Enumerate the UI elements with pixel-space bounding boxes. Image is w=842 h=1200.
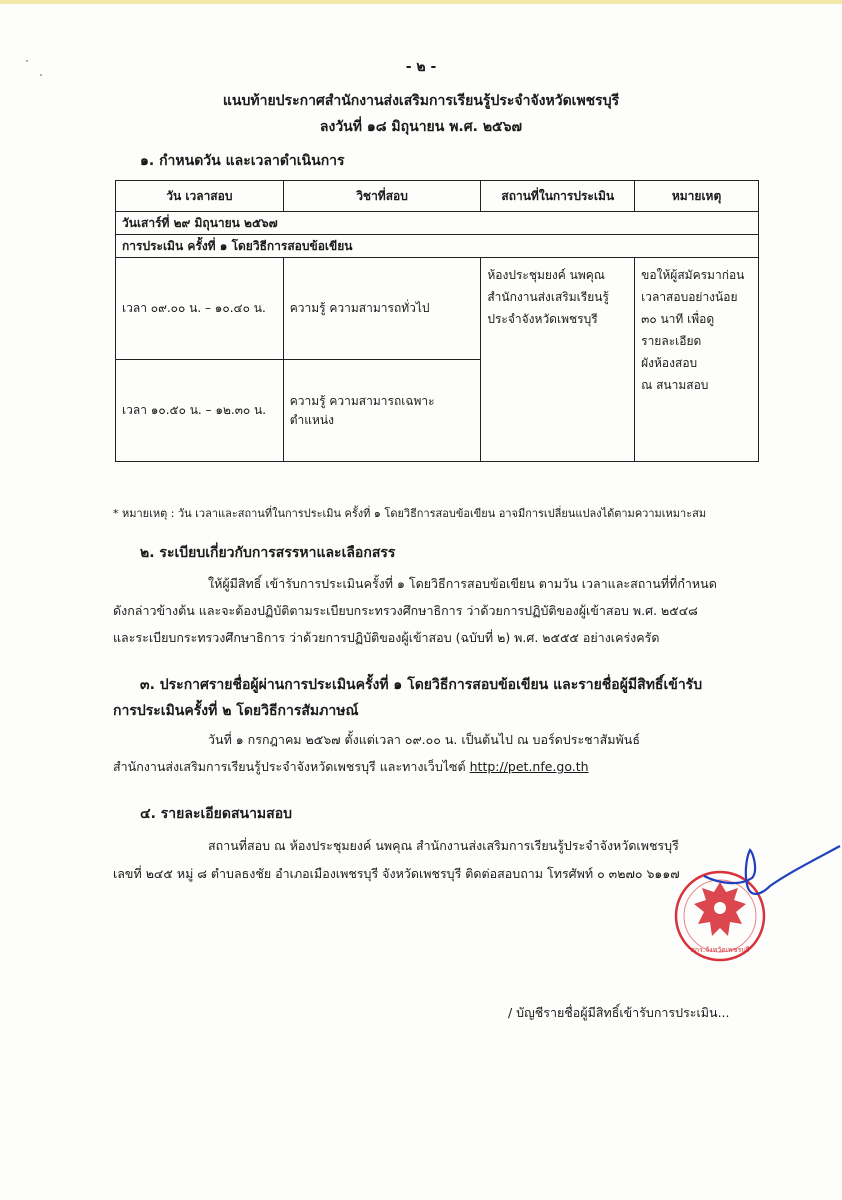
schedule-footnote: * หมายเหตุ : วัน เวลาและสถานที่ในการประเมิน ครั้งที่ ๑ โดยวิธีการสอบข้อเขียน อาจมีการเปลี่ยนแปลงได้ตามความเหมาะสม <box>113 507 707 520</box>
section-3-text: สำนักงานส่งเสริมการเรียนรู้ประจำจังหวัดเพชรบุรี และทางเว็บไซต์ <box>113 759 466 774</box>
section-3-line <box>113 757 589 777</box>
date-row <box>116 212 759 235</box>
signature-icon <box>700 824 842 902</box>
svg-text:สกร.จังหวัดเพชรบุรี: สกร.จังหวัดเพชรบุรี <box>690 946 750 954</box>
exam-method: การประเมิน ครั้งที่ ๑ โดยวิธีการสอบข้อเขียน <box>116 235 759 258</box>
table-header-row <box>116 181 759 212</box>
document-date: ลงวันที่ ๑๘ มิถุนายน พ.ศ. ๒๕๖๗ <box>319 119 523 135</box>
header-location: สถานที่ในการประเมิน <box>481 181 635 212</box>
slot-subject: ความรู้ ความสามารถเฉพาะตำแหน่ง <box>283 360 481 462</box>
table-row <box>116 258 759 360</box>
section-4-title: ๔. รายละเอียดสนามสอบ <box>140 806 293 822</box>
remark-line: ณ สนามสอบ <box>641 378 709 392</box>
section-3-line: วันที่ ๑ กรกฎาคม ๒๕๖๗ ตั้งแต่เวลา ๐๙.๐๐ น. เป็นต้นไป ณ บอร์ดประชาสัมพันธ์ <box>208 732 640 747</box>
exam-date: วันเสาร์ที่ ๒๙ มิถุนายน ๒๕๖๗ <box>116 212 759 235</box>
section-1-title: ๑. กำหนดวัน และเวลาดำเนินการ <box>140 153 345 169</box>
remark-line: ๓๐ นาที เพื่อดู <box>641 312 715 326</box>
remark-line: ผังห้องสอบ <box>641 356 698 370</box>
section-2-line: ดังกล่าวข้างต้น และจะต้องปฏิบัติตามระเบียบกระทรวงศึกษาธิการ ว่าด้วยการปฏิบัติของผู้เข้าสอบ พ.ศ. ๒๕๔๘ <box>113 603 698 618</box>
remark-line: รายละเอียด <box>641 334 702 348</box>
location-line: ประจำจังหวัดเพชรบุรี <box>487 312 598 326</box>
section-4-line: สถานที่สอบ ณ ห้องประชุมยงค์ นพคุณ สำนักงานส่งเสริมการเรียนรู้ประจำจังหวัดเพชรบุรี <box>208 838 679 853</box>
website-link[interactable]: http://pet.nfe.go.th <box>469 759 589 774</box>
section-3-title: ๓. ประกาศรายชื่อผู้ผ่านการประเมินครั้งที่ ๑ โดยวิธีการสอบข้อเขียน และรายชื่อผู้มีสิทธิ์เข้ารับ <box>140 677 703 693</box>
section-2-title: ๒. ระเบียบเกี่ยวกับการสรรหาและเลือกสรร <box>140 545 396 561</box>
exam-schedule-table <box>115 180 759 462</box>
continuation-note: / บัญชีรายชื่อผู้มีสิทธิ์เข้ารับการประเมิน... <box>508 1005 730 1020</box>
remark-line: ขอให้ผู้สมัครมาก่อน <box>641 268 745 282</box>
section-2-line: ให้ผู้มีสิทธิ์ เข้ารับการประเมินครั้งที่ ๑ โดยวิธีการสอบข้อเขียน ตามวัน เวลาและสถานที่ที่กำหนด <box>208 576 717 591</box>
remark-line: เวลาสอบอย่างน้อย <box>641 290 738 304</box>
slot-time: เวลา ๑๐.๕๐ น. – ๑๒.๓๐ น. <box>116 360 284 462</box>
section-2-line: และระเบียบกระทรวงศึกษาธิการ ว่าด้วยการปฏิบัติของผู้เข้าสอบ (ฉบับที่ ๒) พ.ศ. ๒๕๕๕ อย่างเคร่งครัด <box>113 630 660 645</box>
header-date-time: วัน เวลาสอบ <box>116 181 284 212</box>
exam-location <box>481 258 635 462</box>
document-heading: แนบท้ายประกาศสำนักงานส่งเสริมการเรียนรู้ประจำจังหวัดเพชรบุรี <box>222 93 620 109</box>
header-remark: หมายเหตุ <box>635 181 759 212</box>
method-row <box>116 235 759 258</box>
section-4-line: เลขที่ ๒๔๕ หมู่ ๘ ตำบลธงชัย อำเภอเมืองเพชรบุรี จังหวัดเพชรบุรี ติดต่อสอบถาม โทรศัพท์ ๐ ๓๒๗๐ ๖๑๑๗ <box>113 866 680 881</box>
slot-time: เวลา ๐๙.๐๐ น. – ๑๐.๔๐ น. <box>116 258 284 360</box>
section-3-title-cont: การประเมินครั้งที่ ๒ โดยวิธีการสัมภาษณ์ <box>113 703 359 719</box>
location-line: สำนักงานส่งเสริมเรียนรู้ <box>487 290 609 304</box>
exam-remark <box>635 258 759 462</box>
slot-subject: ความรู้ ความสามารถทั่วไป <box>283 258 481 360</box>
header-subject: วิชาที่สอบ <box>283 181 481 212</box>
location-line: ห้องประชุมยงค์ นพคุณ <box>487 268 605 282</box>
page-number: - ๒ - <box>405 59 437 75</box>
top-edge-strip <box>0 0 842 4</box>
